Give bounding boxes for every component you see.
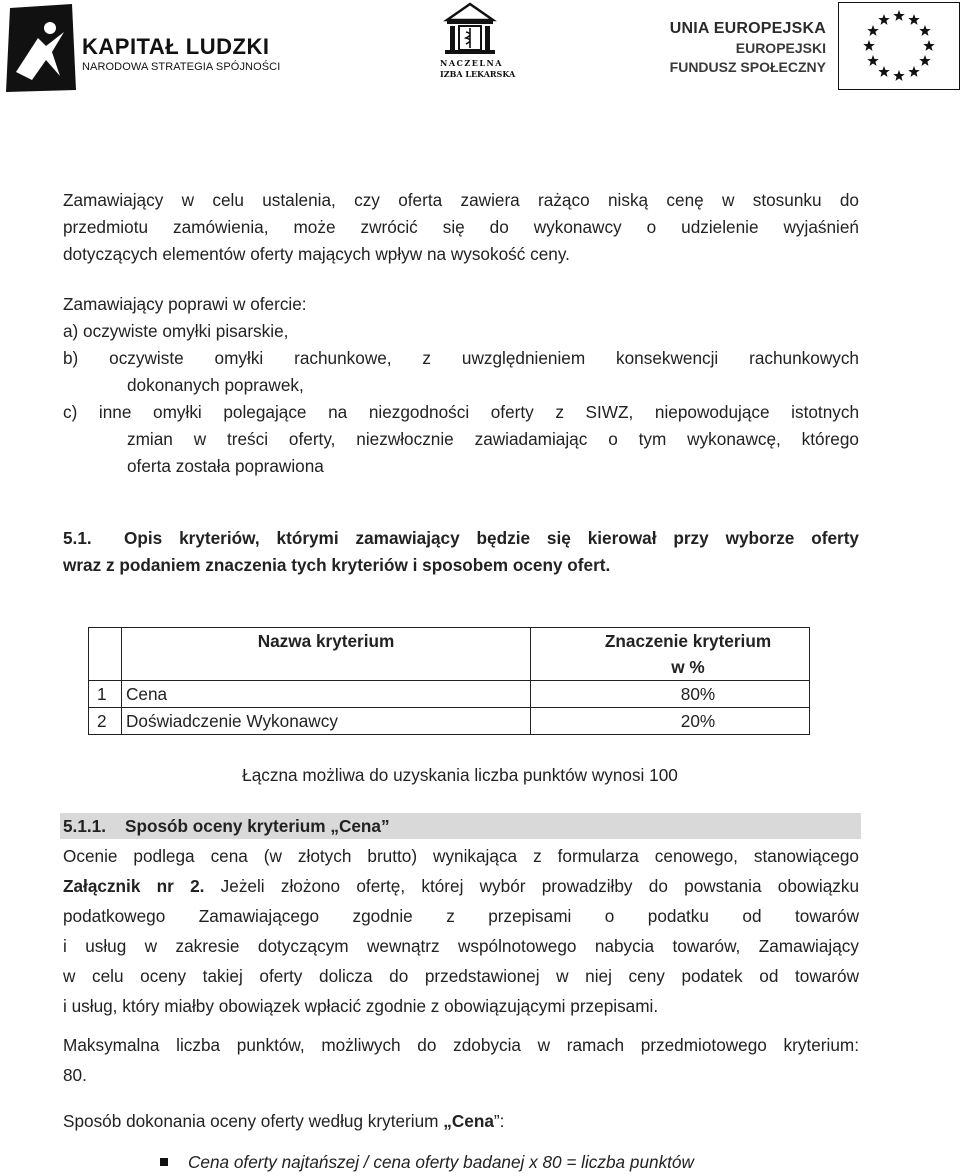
eu-star-icon xyxy=(908,14,919,25)
table-cell-name: Doświadczenie Wykonawcy xyxy=(122,708,531,735)
table-cell-name: Cena xyxy=(122,681,531,708)
price-paragraph-line4: i usług w zakresie dotyczącym wewnątrz wspólnotowego nabycia towarów, Zamawiający xyxy=(63,936,859,956)
eu-star-icon xyxy=(867,55,878,66)
table-header-weight-line1: Znaczenie kryterium xyxy=(604,631,772,651)
price-paragraph-line5: w celu oceny takiej oferty dolicza do przedstawionej w niej ceny podatek od towarów xyxy=(63,966,859,986)
eu-flag-icon xyxy=(838,2,960,90)
subsection-title: Sposób oceny kryterium „Cena” xyxy=(125,816,390,836)
evaluation-method-line xyxy=(63,1108,504,1135)
table-header-number xyxy=(89,628,122,681)
total-points-note: Łączna możliwa do uzyskania liczba punktów wynosi 100 xyxy=(242,765,678,785)
eu-star-icon xyxy=(919,55,930,66)
table-header-weight-line2: w % xyxy=(671,657,705,677)
eu-star-icon xyxy=(923,40,934,51)
price-formula: Cena oferty najtańszej / cena oferty badanej x 80 = liczba punktów xyxy=(188,1152,694,1172)
table-row xyxy=(89,708,810,735)
table-cell-weight: 80% xyxy=(531,681,810,708)
kapital-ludzki-title: KAPITAŁ LUDZKI xyxy=(82,34,270,59)
table-row xyxy=(89,681,810,708)
subsection-number: 5.1.1. xyxy=(63,816,107,836)
list-item-b-line1: b) oczywiste omyłki rachunkowe, z uwzględnieniem konsekwencji rachunkowych xyxy=(63,348,859,368)
price-paragraph-line2-text: Jeżeli złożono ofertę, której wybór prowadziłby do powstania obowiązku xyxy=(204,876,859,896)
eu-star-icon xyxy=(878,66,889,77)
eu-star-icon xyxy=(893,70,904,81)
eu-star-icon xyxy=(893,10,904,21)
naczelna-izba-lekarska-logo-icon xyxy=(441,0,499,58)
bullet-square-icon xyxy=(160,1158,168,1166)
table-header-name-label: Nazwa kryterium xyxy=(257,631,395,651)
table-header-row xyxy=(89,628,810,681)
max-points-line2: 80. xyxy=(63,1065,87,1085)
list-item-c-line2: zmian w treści oferty, niezwłocznie zawiadamiając o tym wykonawcę, którego xyxy=(127,429,859,449)
criteria-table xyxy=(88,627,810,735)
paragraph-clarification-line1: Zamawiający w celu ustalenia, czy oferta zawiera rażąco niską cenę w stosunku do xyxy=(63,190,859,210)
corrections-intro: Zamawiający poprawi w ofercie: xyxy=(63,294,307,314)
table-cell-number: 1 xyxy=(89,681,122,708)
table-header-name xyxy=(122,628,531,681)
price-paragraph-line2 xyxy=(63,871,859,901)
section-title-line2: wraz z podaniem znaczenia tych kryteriów i sposobem oceny ofert. xyxy=(63,555,611,575)
eu-star-icon xyxy=(863,40,874,51)
eu-star-icon xyxy=(919,25,930,36)
table-cell-weight: 20% xyxy=(531,708,810,735)
annex-reference: Załącznik nr 2. xyxy=(63,876,205,896)
evaluation-method-suffix: ”: xyxy=(493,1111,505,1131)
list-item-b-line2: dokonanych poprawek, xyxy=(127,375,304,395)
nil-name-line2: IZBA LEKARSKA xyxy=(440,69,516,79)
evaluation-method-criterion: „Cena xyxy=(443,1111,494,1131)
list-item-c-line3: oferta została poprawiona xyxy=(127,456,324,476)
page-header xyxy=(0,0,960,100)
price-paragraph-line3: podatkowego Zamawiającego zgodnie z przepisami o podatku od towarów xyxy=(63,906,859,926)
price-paragraph-line1: Ocenie podlega cena (w złotych brutto) wynikająca z formularza cenowego, stanowiącego xyxy=(63,846,859,866)
list-item-c-line1: c) inne omyłki polegające na niezgodności oferty z SIWZ, niepowodujące istotnych xyxy=(63,402,859,422)
evaluation-method-prefix: Sposób dokonania oceny oferty według kryterium xyxy=(63,1111,444,1131)
max-points-line1: Maksymalna liczba punktów, możliwych do zdobycia w ramach przedmiotowego kryterium: xyxy=(63,1035,859,1055)
ue-fund-line1: EUROPEJSKI xyxy=(735,40,826,56)
table-header-weight xyxy=(531,628,810,681)
ue-title: UNIA EUROPEJSKA xyxy=(669,20,826,37)
section-title-line1: Opis kryteriów, którymi zamawiający będzie się kierował przy wyborze oferty xyxy=(124,528,859,548)
paragraph-clarification-line2: przedmiotu zamówienia, może zwrócić się do wykonawcy o udzielenie wyjaśnień xyxy=(63,217,859,237)
ue-fund-line2: FUNDUSZ SPOŁECZNY xyxy=(669,59,826,75)
table-cell-number: 2 xyxy=(89,708,122,735)
nil-name-line1: NACZELNA xyxy=(440,58,503,68)
list-item-a: a) oczywiste omyłki pisarskie, xyxy=(63,321,289,341)
section-number: 5.1. xyxy=(63,528,92,548)
kapital-ludzki-logo-icon xyxy=(2,2,80,94)
kapital-ludzki-subtitle: NARODOWA STRATEGIA SPÓJNOŚCI xyxy=(82,61,281,73)
price-paragraph-line6: i usług, który miałby obowiązek wpłacić zgodnie z obowiązującymi przepisami. xyxy=(63,996,659,1016)
eu-star-icon xyxy=(878,14,889,25)
eu-star-icon xyxy=(908,66,919,77)
eu-star-icon xyxy=(867,25,878,36)
paragraph-clarification-line3: dotyczących elementów oferty mających wpływ na wysokość ceny. xyxy=(63,244,570,264)
